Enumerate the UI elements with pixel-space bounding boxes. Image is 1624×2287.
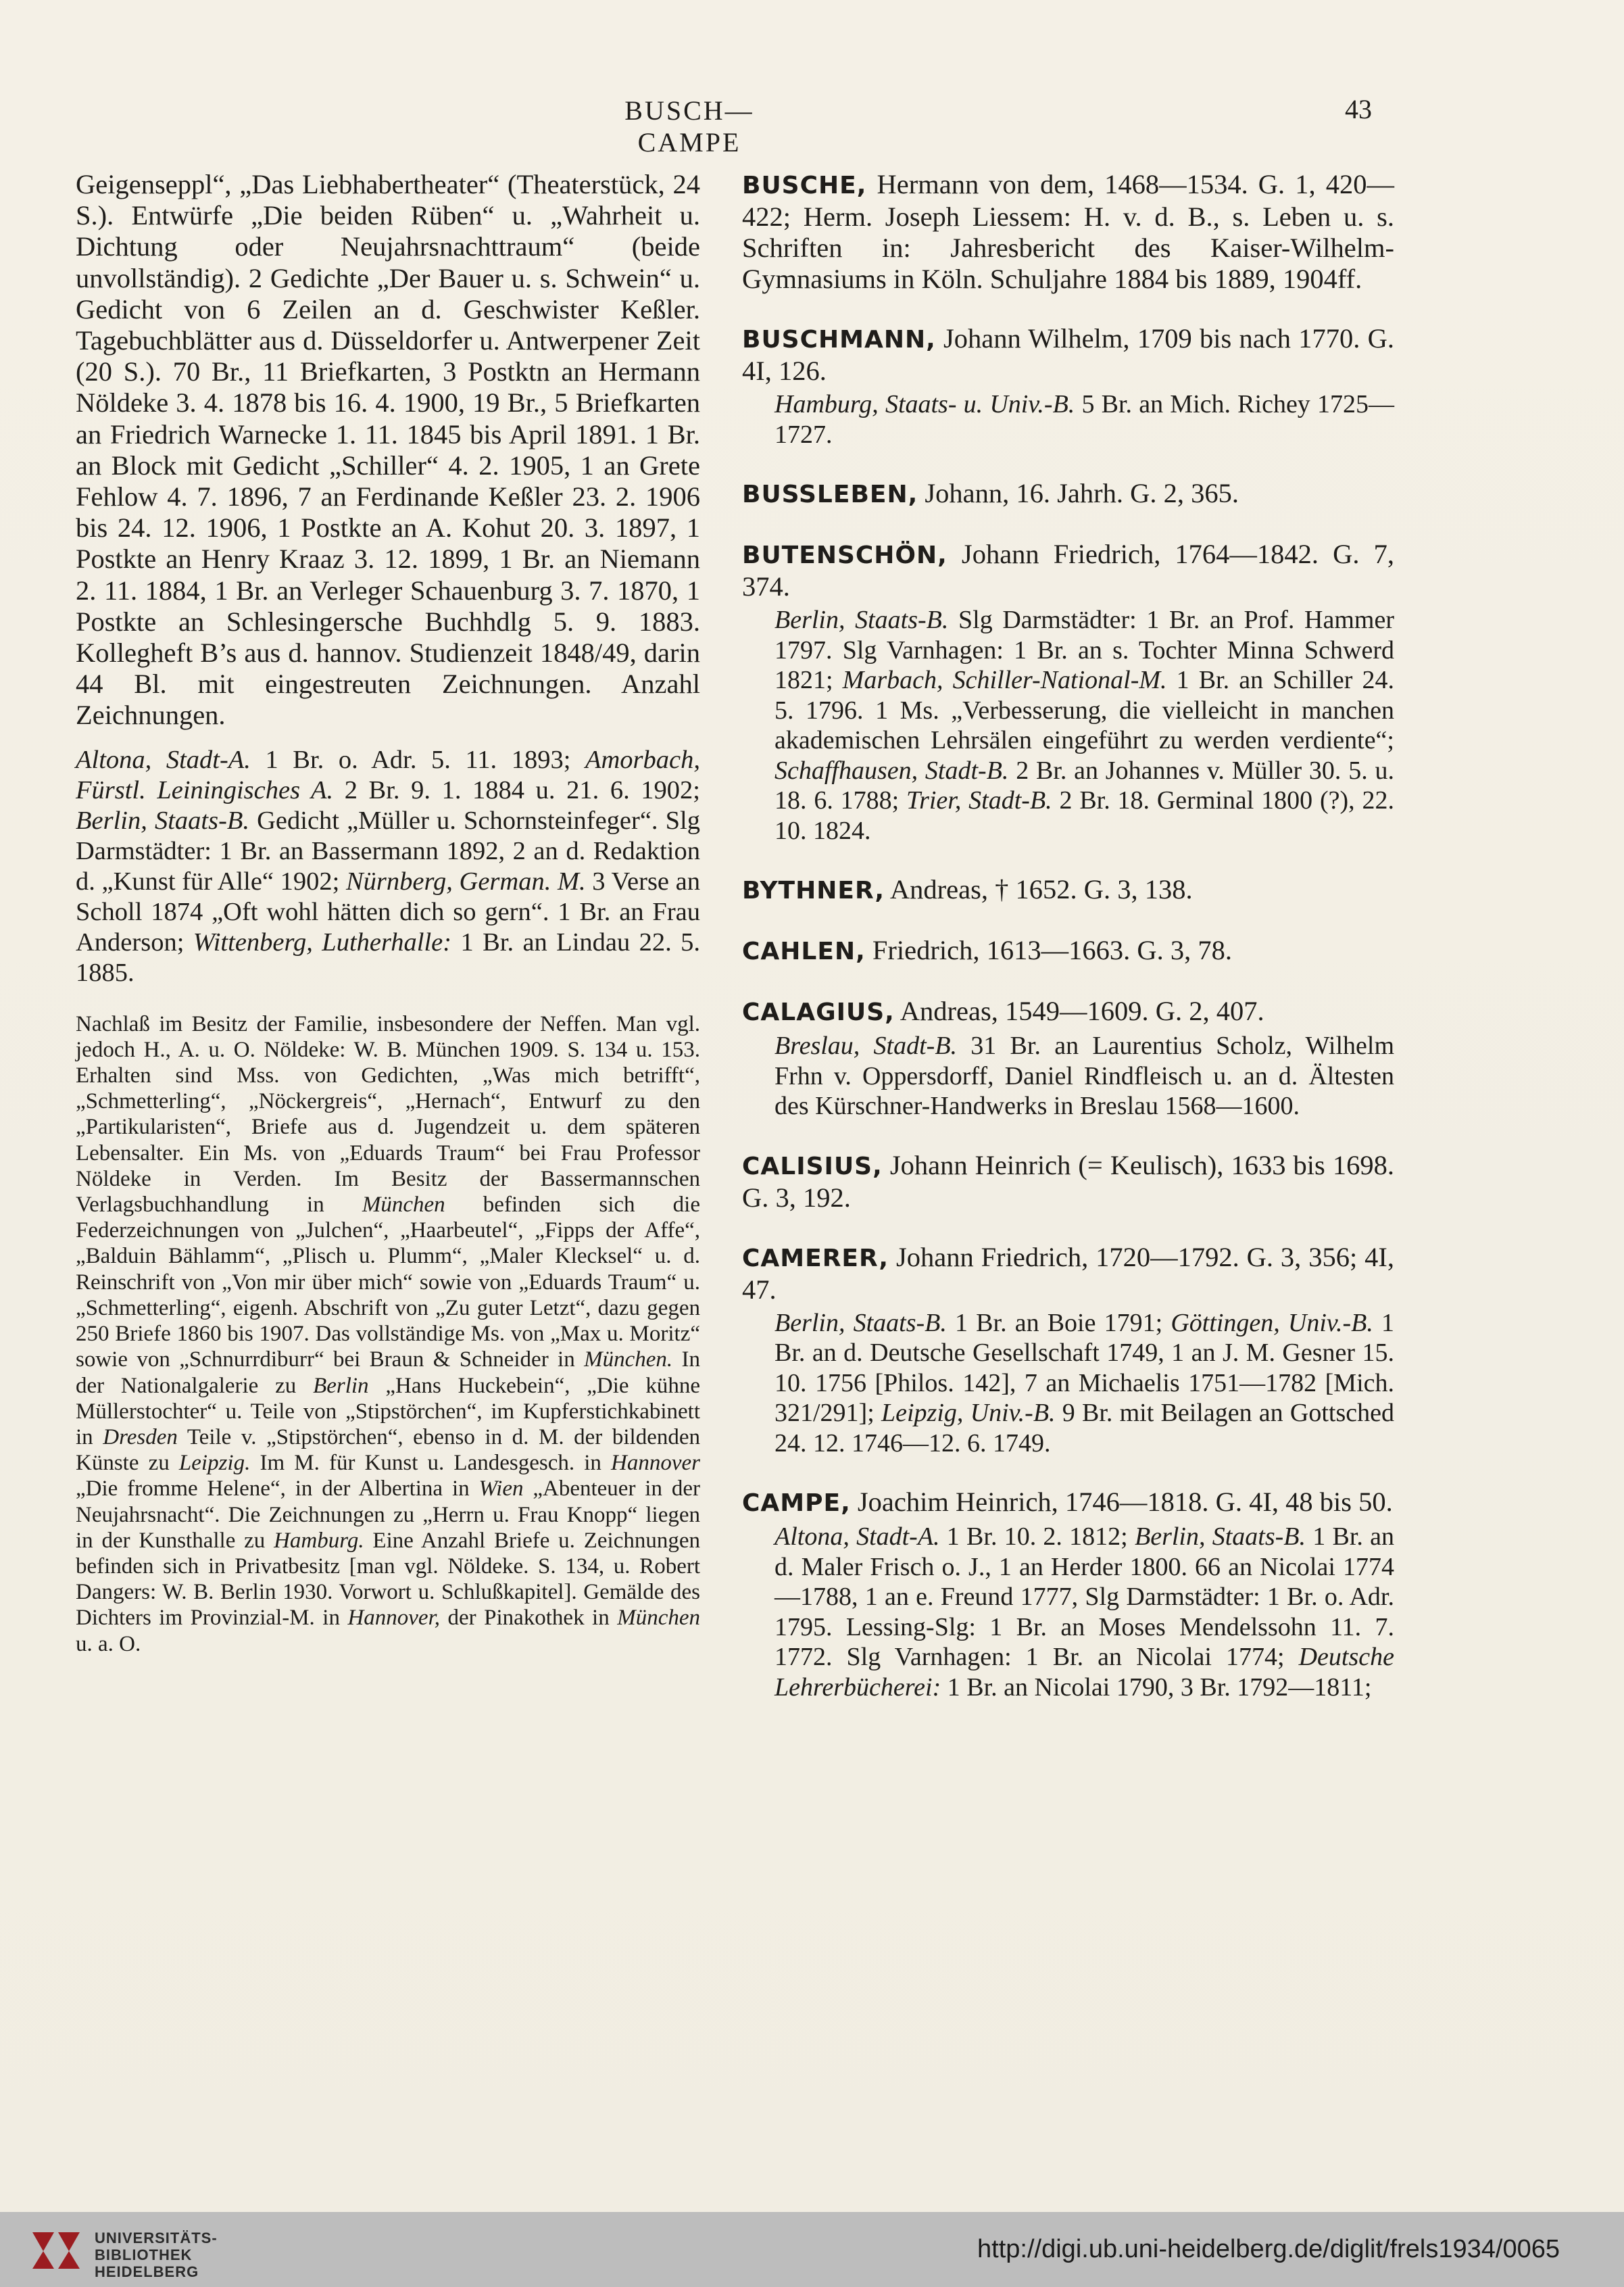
- entry-butenschoen: BUTENSCHÖN, Johann Friedrich, 1764—1842. G. 7, 374. Berlin, Staats-B. Slg Darmstädter: 1 Br. an Prof. Hammer 1797. Slg Varnhagen: 1 Br. an s. Tochter Minna Schwerd 1821; Marbach, Schiller-National-M. 1 Br. an Schiller 24. 5. 1796. 1 Ms. „Verbesserung, die vielleicht in manchen akademischen Lehrsälen eingeführt zu werden verdiente“; Schaffhausen, Stadt-B. 2 Br. an Johannes v. Müller 30. 5. u. 18. 6. 1788; Trier, Stadt-B. 2 Br. 18. Germinal 1800 (?), 22. 10. 1824.: [742, 539, 1394, 845]
- entry-name: CAMPE,: [742, 1489, 851, 1517]
- permalink-url[interactable]: http://digi.ub.uni-heidelberg.de/diglit/frels1934/0065: [977, 2235, 1560, 2263]
- source-place: Amorbach, Fürstl. Leiningisches A.: [76, 745, 700, 804]
- busch-manuscripts-paragraph: Geigenseppl“, „Das Liebhabertheater“ (Theaterstück, 24 S.). Entwürfe „Die beiden Rüben“ u. „Wahrheit u. Dichtung oder Neujahrsnachttraum“ (beide unvollständig). 2 Gedichte „Der Bauer u. s. Schwein“ u. Gedicht von 6 Zeilen an d. Geschwister Keßler. Tagebuchblätter aus d. Düsseldorfer u. Antwerpener Zeit (20 S.). 70 Br., 11 Briefkarten, 3 Postktn an Hermann Nöldeke 3. 4. 1878 bis 16. 4. 1900, 19 Br., 5 Briefkarten an Friedrich Warnecke 1. 11. 1845 bis April 1891. 1 Br. an Block mit Gedicht „Schiller“ 4. 2. 1905, 1 an Grete Fehlow 4. 7. 1896, 7 an Ferdinande Keßler 23. 2. 1906 bis 24. 12. 1906, 1 Postkte an A. Kohut 20. 3. 1897, 1 Postkte an Henry Kraaz 3. 12. 1899, 1 Br. an Niemann 2. 11. 1884, 1 Br. an Verleger Schauenburg 3. 7. 1870, 1 Postkte an Schlesingersche Buchhdlg 5. 9. 1883. Kollegheft B’s aus d. hannov. Studienzeit 1848/49, darin 44 Bl. mit eingestreuten Zeichnungen. Anzahl Zeichnungen.: [76, 169, 700, 731]
- page-number: 43: [1345, 94, 1372, 124]
- entry-sources: Berlin, Staats-B. 1 Br. an Boie 1791; Göttingen, Univ.-B. 1 Br. an d. Deutsche Gesellschaft 1749, 1 an J. M. Gesner 15. 10. 1756 [Philos. 142], 7 an Michaelis 1751—1782 [Mich. 321/291]; Leipzig, Univ.-B. 9 Br. mit Beilagen an Gottsched 24. 12. 1746—12. 6. 1749.: [774, 1308, 1394, 1458]
- entry-calisius: CALISIUS, Johann Heinrich (= Keulisch), 1633 bis 1698. G. 3, 192.: [742, 1149, 1394, 1213]
- left-column: [76, 169, 700, 1657]
- entry-name: CALAGIUS,: [742, 998, 895, 1026]
- entry-campe: CAMPE, Joachim Heinrich, 1746—1818. G. 4I, 48 bis 50. Altona, Stadt-A. 1 Br. 10. 2. 1812; Berlin, Staats-B. 1 Br. an d. Maler Frisch o. J., 1 an Herder 1800. 66 an Nicolai 1774—1788, 1 an e. Freund 1777, Slg Darmstädter: 1 Br. o. Adr. 1795. Lessing-Slg: 1 Br. an Moses Mendelssohn 11. 7. 1772. Slg Varnhagen: 1 Br. an Nicolai 1774; Deutsche Lehrerbücherei: 1 Br. an Nicolai 1790, 3 Br. 1792—1811;: [742, 1487, 1394, 1702]
- entry-calagius: CALAGIUS, Andreas, 1549—1609. G. 2, 407. Breslau, Stadt-B. 31 Br. an Laurentius Scholz, Wilhelm Frhn v. Oppersdorff, Daniel Rindfleisch u. an d. Ältesten des Kürschner-Handwerks in Breslau 1568—1600.: [742, 996, 1394, 1120]
- entry-name: BUSCHE,: [742, 172, 867, 199]
- entry-name: CAHLEN,: [742, 938, 866, 965]
- entry-sources: Altona, Stadt-A. 1 Br. 10. 2. 1812; Berlin, Staats-B. 1 Br. an d. Maler Frisch o. J., 1 an Herder 1800. 66 an Nicolai 1774—1788, 1 an e. Freund 1777, Slg Darmstädter: 1 Br. o. Adr. 1795. Lessing-Slg: 1 Br. an Moses Mendelssohn 11. 7. 1772. Slg Varnhagen: 1 Br. an Nicolai 1774; Deutsche Lehrerbücherei: 1 Br. an Nicolai 1790, 3 Br. 1792—1811;: [774, 1522, 1394, 1702]
- entry-name: BUTENSCHÖN,: [742, 541, 948, 569]
- running-title: BUSCH—CAMPE: [624, 95, 754, 158]
- entry-cahlen: CAHLEN, Friedrich, 1613—1663. G. 3, 78.: [742, 935, 1232, 965]
- entry-name: BUSSLEBEN,: [742, 481, 918, 508]
- entry-sources: Breslau, Stadt-B. 31 Br. an Laurentius Scholz, Wilhelm Frhn v. Oppersdorff, Daniel Rindfleisch u. an d. Ältesten des Kürschner-Handwerks in Breslau 1568—1600.: [774, 1032, 1394, 1120]
- entry-sources: Hamburg, Staats- u. Univ.-B. 5 Br. an Mich. Richey 1725—1727.: [774, 390, 1394, 449]
- source-place: Wittenberg, Lutherhalle:: [193, 928, 452, 957]
- entry-bythner: BYTHNER, Andreas, † 1652. G. 3, 138.: [742, 874, 1193, 905]
- source-place: Berlin, Staats-B.: [76, 806, 250, 835]
- entry-name: BYTHNER,: [742, 877, 885, 905]
- library-name: UNIVERSITÄTS- BIBLIOTHEK HEIDELBERG: [95, 2230, 218, 2280]
- busch-estate-note: Nachlaß im Besitz der Familie, insbesondere der Neffen. Man vgl. jedoch H., A. u. O. Nöldeke: W. B. München 1909. S. 134 u. 153. Erhalten sind Mss. von Gedichten, „Was mich betrifft“, „Schmetterling“, „Nöckergreis“, „Hernach“, Entwurf zu den „Partikularisten“, Briefe aus d. Jugendzeit u. dem späteren Lebensalter. Ein Ms. von „Eduards Traum“ bei Frau Professor Nöldeke in Verden. Im Besitz der Bassermannschen Verlagsbuchhandlung in München befinden sich die Federzeichnungen von „Julchen“, „Haarbeutel“, „Fipps der Affe“, „Balduin Bählamm“, „Plisch u. Plumm“, „Maler Klecksel“ u. d. Reinschrift von „Von mir über mich“ sowie von „Eduards Traum“ u. „Schmetterling“, eigenh. Abschrift von „Zu guter Letzt“, dazu gegen 250 Briefe 1860 bis 1907. Das vollständige Ms. von „Max u. Moritz“ sowie von „Schnurrdiburr“ bei Braun & Schneider in München. In der Nationalgalerie zu Berlin „Hans Huckebein“, „Die kühne Müllerstochter“ u. Teile von „Stipstörchen“, im Kupferstichkabinett in Dresden Teile v. „Stipstörchen“, ebenso in d. M. der bildenden Künste zu Leipzig. Im M. für Kunst u. Landesgesch. in Hannover „Die fromme Helene“, in der Albertina in Wien „Abenteuer in der Neujahrsnacht“. Die Zeichnungen zu „Herrn u. Frau Knopp“ liegen in der Kunsthalle zu Hamburg. Eine Anzahl Briefe u. Zeichnungen befinden sich in Privatbesitz [man vgl. Nöldeke. S. 134, u. Robert Dangers: W. B. Berlin 1930. Vorwort u. Schlußkapitel]. Gemälde des Dichters im Provinzial-M. in Hannover, der Pinakothek in München u. a. O.: [76, 1011, 701, 1656]
- university-library-logo-icon: [27, 2225, 85, 2276]
- right-column: [742, 169, 1394, 1731]
- entry-bussleben: BUSSLEBEN, Johann, 16. Jahrh. G. 2, 365.: [742, 478, 1239, 508]
- library-footer: [0, 2212, 1624, 2287]
- entry-name: CALISIUS,: [742, 1152, 883, 1180]
- entry-camerer: CAMERER, Johann Friedrich, 1720—1792. G. 3, 356; 4I, 47. Berlin, Staats-B. 1 Br. an Boie 1791; Göttingen, Univ.-B. 1 Br. an d. Deutsche Gesellschaft 1749, 1 an J. M. Gesner 15. 10. 1756 [Philos. 142], 7 an Michaelis 1751—1782 [Mich. 321/291]; Leipzig, Univ.-B. 9 Br. mit Beilagen an Gottsched 24. 12. 1746—12. 6. 1749.: [742, 1241, 1394, 1458]
- entry-busche: BUSCHE, Hermann von dem, 1468—1534. G. 1, 420—422; Herm. Joseph Liessem: H. v. d. B., s. Leben u. s. Schriften in: Jahresbericht des Kaiser-Wilhelm-Gymnasiums in Köln. Schuljahre 1884 bis 1889, 1904ff.: [742, 169, 1394, 294]
- entry-name: BUSCHMANN,: [742, 326, 936, 354]
- entry-sources: Berlin, Staats-B. Slg Darmstädter: 1 Br. an Prof. Hammer 1797. Slg Varnhagen: 1 Br. an s. Tochter Minna Schwerd 1821; Marbach, Schiller-National-M. 1 Br. an Schiller 24. 5. 1796. 1 Ms. „Verbesserung, die vielleicht in manchen akademischen Lehrsälen eingeführt zu werden verdiente“; Schaffhausen, Stadt-B. 2 Br. an Johannes v. Müller 30. 5. u. 18. 6. 1788; Trier, Stadt-B. 2 Br. 18. Germinal 1800 (?), 22. 10. 1824.: [774, 606, 1394, 845]
- entry-name: CAMERER,: [742, 1244, 889, 1272]
- source-place: Altona, Stadt-A.: [76, 745, 251, 774]
- entry-buschmann: BUSCHMANN, Johann Wilhelm, 1709 bis nach 1770. G. 4I, 126. Hamburg, Staats- u. Univ.-B. 5 Br. an Mich. Richey 1725—1727.: [742, 323, 1394, 449]
- source-place: Nürnberg, German. M.: [345, 867, 586, 896]
- busch-sources-paragraph: Altona, Stadt-A. 1 Br. o. Adr. 5. 11. 1893; Amorbach, Fürstl. Leiningisches A. 2 Br. 9. 1. 1884 u. 21. 6. 1902; Berlin, Staats-B. Gedicht „Müller u. Schornsteinfeger“. Slg Darmstädter: 1 Br. an Bassermann 1892, 2 an d. Redaktion d. „Kunst für Alle“ 1902; Nürnberg, German. M. 3 Verse an Scholl 1874 „Oft wohl hätten dich so gern“. 1 Br. an Frau Anderson; Wittenberg, Lutherhalle: 1 Br. an Lindau 22. 5. 1885.: [76, 745, 700, 987]
